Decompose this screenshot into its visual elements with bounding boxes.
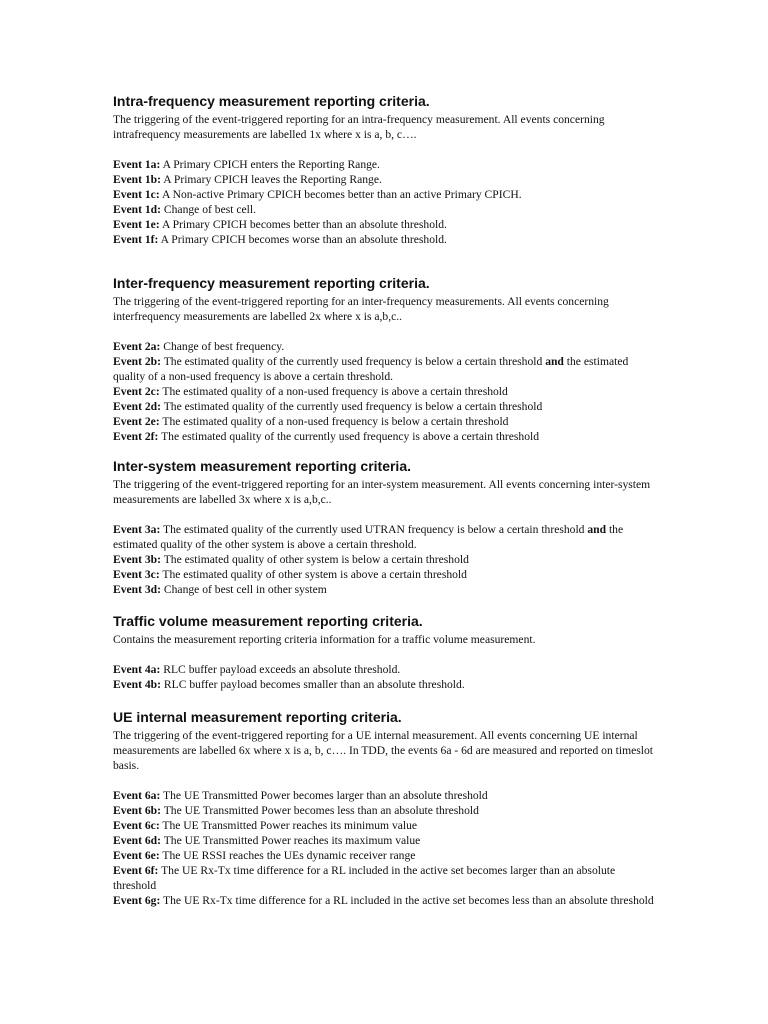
event-text: RLC buffer payload becomes smaller than an absolute threshold. <box>161 678 465 691</box>
event-emphasis: and <box>587 523 607 536</box>
section-heading: Inter-system measurement reporting criteria. <box>113 458 411 474</box>
section-intro: The triggering of the event-triggered reporting for an intra-frequency measurement. All events concerning intrafrequency measurements are labelled 1x where x is a, b, c…. <box>113 113 605 141</box>
event-item <box>113 172 658 187</box>
event-item <box>113 863 658 893</box>
event-text: The UE Transmitted Power reaches its minimum value <box>159 819 418 832</box>
event-item <box>113 414 658 429</box>
event-text: The UE Rx-Tx time difference for a RL included in the active set becomes less than an absolute threshold <box>160 894 654 907</box>
event-label: Event 6a: <box>113 789 161 802</box>
event-item <box>113 833 658 848</box>
event-item <box>113 399 658 414</box>
section-heading: Traffic volume measurement reporting criteria. <box>113 613 423 629</box>
event-label: Event 2f: <box>113 430 159 443</box>
section-intro: Contains the measurement reporting criteria information for a traffic volume measurement. <box>113 633 536 646</box>
event-label: Event 1a: <box>113 158 161 171</box>
event-item <box>113 232 658 247</box>
event-label: Event 6g: <box>113 894 161 907</box>
event-text: The UE Transmitted Power becomes less than an absolute threshold <box>161 804 479 817</box>
event-label: Event 4a: <box>113 663 161 676</box>
event-text: The estimated quality of the currently used frequency is below a certain threshold <box>161 400 543 413</box>
event-item <box>113 848 658 863</box>
event-item <box>113 818 658 833</box>
section-heading: UE internal measurement reporting criteria. <box>113 709 402 725</box>
event-item <box>113 788 658 803</box>
event-label: Event 2b: <box>113 355 161 368</box>
event-text: Change of best frequency. <box>160 340 285 353</box>
event-item <box>113 662 658 677</box>
event-label: Event 6c: <box>113 819 160 832</box>
event-label: Event 3b: <box>113 553 161 566</box>
event-emphasis: and <box>545 355 564 368</box>
event-label: Event 3c: <box>113 568 160 581</box>
event-text: The estimated quality of the currently used frequency is above a certain threshold <box>158 430 540 443</box>
section-intro: The triggering of the event-triggered reporting for a UE internal measurement. All events concerning UE internal measurements are labelled 6x where x is a, b, c…. In TDD, the events 6a - 6d are measured and reported on timeslot basis. <box>113 729 653 772</box>
event-text: Change of best cell in other system <box>161 583 327 596</box>
section-intro: The triggering of the event-triggered reporting for an inter-system measurement. All events concerning inter-system measurements are labelled 3x where x is a,b,c.. <box>113 478 651 506</box>
event-item <box>113 339 658 354</box>
section-ue-internal <box>113 709 658 908</box>
event-item <box>113 522 658 552</box>
event-text: A Primary CPICH becomes worse than an absolute threshold. <box>158 233 447 246</box>
event-item <box>113 202 658 217</box>
event-text: The estimated quality of other system is below a certain threshold <box>161 553 469 566</box>
event-item <box>113 217 658 232</box>
event-text: The estimated quality of other system is above a certain threshold <box>159 568 467 581</box>
section-heading: Intra-frequency measurement reporting criteria. <box>113 93 430 109</box>
event-text: The estimated quality of the currently used frequency is below a certain threshold <box>161 355 546 368</box>
event-text: A Primary CPICH enters the Reporting Range. <box>160 158 380 171</box>
event-label: Event 2c: <box>113 385 160 398</box>
event-label: Event 3a: <box>113 523 161 536</box>
event-item <box>113 567 658 582</box>
event-label: Event 1d: <box>113 203 161 216</box>
event-text: A Non-active Primary CPICH becomes better than an active Primary CPICH. <box>159 188 522 201</box>
section-heading: Inter-frequency measurement reporting criteria. <box>113 275 430 291</box>
event-label: Event 6e: <box>113 849 160 862</box>
event-text: The estimated quality of a non-used frequency is below a certain threshold <box>159 415 509 428</box>
event-text: Change of best cell. <box>161 203 256 216</box>
section-inter-system <box>113 458 658 597</box>
event-label: Event 1c: <box>113 188 160 201</box>
section-intra-frequency <box>113 93 658 247</box>
event-item <box>113 582 658 597</box>
section-intro: The triggering of the event-triggered reporting for an inter-frequency measurements. All events concerning interfrequency measurements are labelled 2x where x is a,b,c.. <box>113 295 609 323</box>
section-traffic-volume <box>113 613 658 692</box>
event-label: Event 1f: <box>113 233 159 246</box>
event-text: The UE Transmitted Power reaches its maximum value <box>161 834 421 847</box>
event-label: Event 2d: <box>113 400 161 413</box>
event-label: Event 4b: <box>113 678 161 691</box>
event-text: A Primary CPICH leaves the Reporting Range. <box>161 173 382 186</box>
event-label: Event 6d: <box>113 834 161 847</box>
event-label: Event 6b: <box>113 804 161 817</box>
event-text: The UE RSSI reaches the UEs dynamic receiver range <box>159 849 416 862</box>
event-text-continued: the estimated quality of the other system is above a certain threshold. <box>113 523 624 551</box>
event-item <box>113 354 658 384</box>
event-text-continued: the estimated quality of a non-used frequency is above a certain threshold. <box>113 355 629 383</box>
event-text: The estimated quality of a non-used frequency is above a certain threshold <box>159 385 508 398</box>
event-label: Event 2e: <box>113 415 160 428</box>
event-text: The estimated quality of the currently used UTRAN frequency is below a certain threshold <box>160 523 588 536</box>
event-item <box>113 677 658 692</box>
event-item <box>113 803 658 818</box>
event-item <box>113 552 658 567</box>
event-item <box>113 187 658 202</box>
event-item <box>113 893 658 908</box>
event-text: A Primary CPICH becomes better than an absolute threshold. <box>159 218 447 231</box>
event-label: Event 2a: <box>113 340 161 353</box>
event-text: The UE Transmitted Power becomes larger than an absolute threshold <box>160 789 488 802</box>
event-label: Event 1e: <box>113 218 160 231</box>
event-label: Event 6f: <box>113 864 159 877</box>
event-text: The UE Rx-Tx time difference for a RL included in the active set becomes larger than an absolute threshold <box>113 864 616 892</box>
event-text: RLC buffer payload exceeds an absolute threshold. <box>160 663 401 676</box>
event-item <box>113 429 658 444</box>
event-item <box>113 384 658 399</box>
event-label: Event 1b: <box>113 173 161 186</box>
event-item <box>113 157 658 172</box>
section-inter-frequency <box>113 275 658 444</box>
event-label: Event 3d: <box>113 583 161 596</box>
